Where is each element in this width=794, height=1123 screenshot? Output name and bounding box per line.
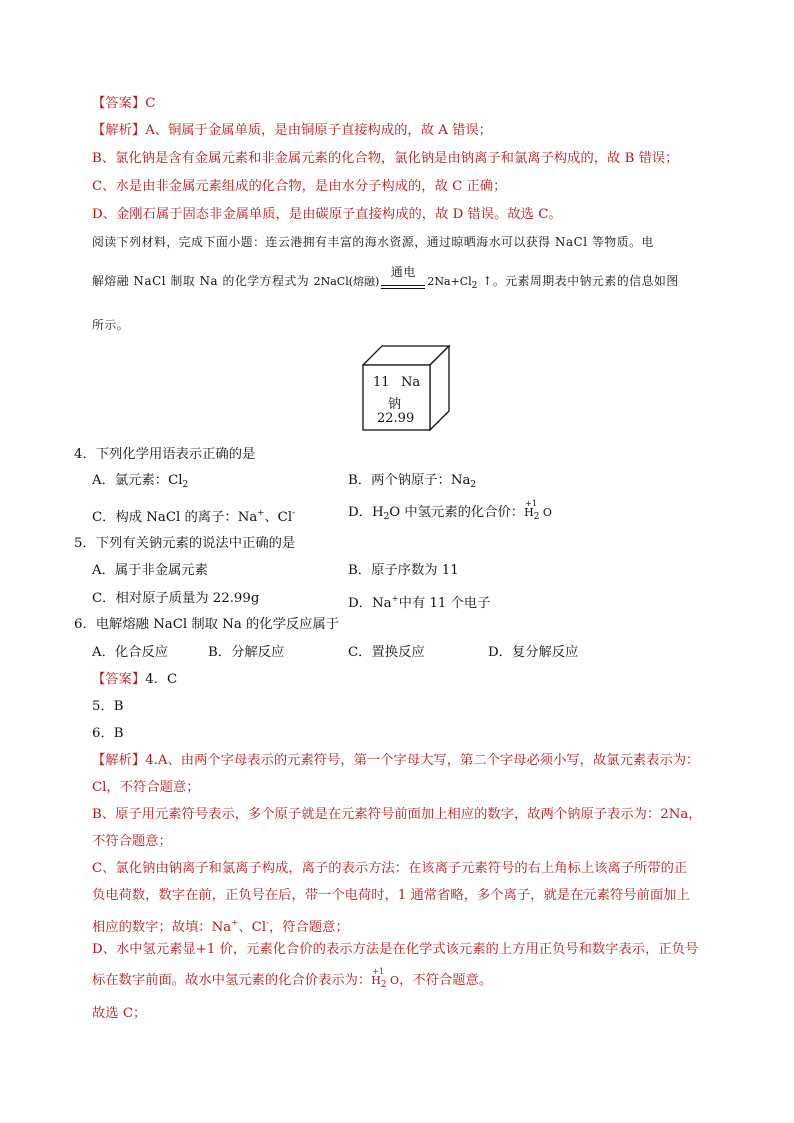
answer2-v4: 4．C <box>145 672 178 687</box>
q5-option-d <box>348 590 491 613</box>
valence-plus: +1 <box>525 499 537 508</box>
analysis2-valence-plus: +1 <box>372 967 385 976</box>
equation-bar-bottom <box>381 288 425 289</box>
gas-arrow: ↑ <box>478 274 493 288</box>
q4-d-mid: O 中氢元素的化合价： <box>389 505 525 520</box>
q6-stem: 6．电解熔融 NaCl 制取 Na 的化学反应属于 <box>74 617 340 632</box>
reading-line-1: 阅读下列材料，完成下面小题：连云港拥有丰富的海水资源，通过晾晒海水可以获得 NaCl 等物质。电 <box>92 235 654 249</box>
q6-option-a: A．化合反应 <box>92 645 169 660</box>
q5-option-c: C．相对原子质量为 22.99g <box>92 591 260 606</box>
q4-c-mid: 、Cl <box>264 510 293 525</box>
analysis2-line-10: 故选 C； <box>92 1006 147 1021</box>
equation-bar-top <box>381 285 425 286</box>
analysis2-line-7 <box>92 914 349 937</box>
analysis2-line-5: C、氯化钠由钠离子和氯离子构成，离子的表示方法：在该离子元素符号的右上角标上该离子所带的正 <box>92 861 688 876</box>
q4-b-text: B．两个钠原子：Na <box>348 473 471 488</box>
q4-stem: 4．下列化学用语表示正确的是 <box>74 447 256 462</box>
q4-a-sub: 2 <box>182 480 189 490</box>
analysis2-line-9 <box>92 967 493 994</box>
analysis-text-a: A、铜属于金属单质，是由铜原子直接构成的，故 A 错误； <box>145 123 492 138</box>
analysis2-line-8: D、水中氢元素显+1 价，元素化合价的表示方法是在化学式该元素的上方用正负号和数字表示，正负号 <box>92 942 699 957</box>
reading-line-3: 所示。 <box>92 318 130 332</box>
q4-option-c <box>92 504 295 527</box>
analysis2-line-6: 负电荷数，数字在前，正负号在后，带一个电荷时，1 通常省略，多个离子，就是在元素符号前面加上 <box>92 888 690 903</box>
reading-line-2-pre: 解熔融 NaCl 制取 Na 的化学方程式为 <box>92 274 314 288</box>
answer2-line <box>92 671 177 689</box>
equation-arrow <box>381 265 425 295</box>
reading-line-2 <box>92 265 679 295</box>
q4-d-text: D．H <box>348 505 384 520</box>
analysis2-line-1 <box>92 752 699 770</box>
q6-option-b: B．分解反应 <box>208 645 285 660</box>
q6-option-d: D．复分解反应 <box>488 645 579 660</box>
answer-line <box>92 95 155 113</box>
q4-c-sup2: - <box>292 508 295 518</box>
answer2-tag: 【答案】 <box>92 672 146 687</box>
atomic-number: 11 <box>373 375 390 390</box>
analysis2-l7-pre: 相应的数字；故填：Na <box>92 920 232 935</box>
analysis2-valence-sub: 2 <box>380 980 387 990</box>
q4-c-text: C．构成 NaCl 的离子：Na <box>92 510 258 525</box>
equation-right: 2Na+Cl <box>427 275 472 288</box>
q4-option-a <box>92 472 188 494</box>
analysis2-l7-post: ，符合题意； <box>268 920 349 935</box>
q5-d-text: D．Na <box>348 596 392 611</box>
answer2-v5: 5．B <box>92 699 124 714</box>
element-symbol: Na <box>401 375 421 390</box>
q4-d-sub: 2 <box>383 512 390 522</box>
analysis2-valence-o: O <box>386 974 400 987</box>
analysis2-line-2: Cl，不符合题意； <box>92 780 200 795</box>
valence-notation <box>524 499 552 526</box>
analysis-line-c: C、水是由非金属元素组成的化合物，是由水分子构成的，故 C 正确； <box>92 179 507 194</box>
analysis-line-a <box>92 122 492 140</box>
valence-h: H <box>524 506 534 519</box>
q4-a-text: A．氯元素：Cl <box>92 473 183 488</box>
analysis2-tag: 【解析】 <box>92 753 146 768</box>
q5-option-a: A．属于非金属元素 <box>92 563 208 578</box>
analysis2-valence <box>371 967 400 994</box>
atomic-mass: 22.99 <box>377 411 415 426</box>
answer-value: C <box>145 96 156 111</box>
element-name: 钠 <box>388 397 402 412</box>
analysis2-line-4: 不符合题意； <box>92 834 172 849</box>
analysis-line-b: B、氯化钠是含有金属元素和非金属元素的化合物，氯化钠是由钠离子和氯离子构成的，故 B 错误； <box>92 151 679 166</box>
reading-line-2-post: 。元素周期表中钠元素的信息如图 <box>492 274 679 288</box>
analysis2-l7-sup2: - <box>266 918 269 928</box>
q6-option-c: C．置换反应 <box>348 645 425 660</box>
analysis2-l9-pre: 标在数字前面。故水中氢元素的化合价表示为： <box>92 973 372 988</box>
analysis-tag: 【解析】 <box>92 123 146 138</box>
analysis2-l9-post: ，不符合题意。 <box>399 973 493 988</box>
analysis2-line-3: B、原子用元素符号表示，多个原子就是在元素符号前面加上相应的数字，故两个钠原子表示为：2Na， <box>92 807 702 822</box>
analysis2-valence-h: H <box>371 974 381 987</box>
answer2-v6: 6．B <box>92 726 124 741</box>
q5-stem: 5．下列有关钠元素的说法中正确的是 <box>74 536 296 551</box>
analysis2-l7-mid: 、Cl <box>238 920 267 935</box>
q4-option-d <box>348 499 552 526</box>
equation-condition: 通电 <box>390 265 416 279</box>
q4-b-sub: 2 <box>470 480 477 490</box>
answer-tag: 【答案】 <box>92 96 146 111</box>
q4-option-b <box>348 472 476 494</box>
analysis2-text-1: 4.A、由两个字母表示的元素符号，第一个字母大写，第二个字母必须小写，故氯元素表示为： <box>145 753 700 768</box>
q5-d-post: 中有 11 个电子 <box>398 596 491 611</box>
equation-left: 2NaCl(熔融) <box>313 275 380 288</box>
equation-subscript: 2 <box>471 281 478 291</box>
q4-c-sup1: + <box>257 508 265 518</box>
valence-h-sub: 2 <box>533 512 540 522</box>
q5-option-b: B．原子序数为 11 <box>348 563 459 578</box>
sodium-element-card <box>362 345 450 431</box>
analysis-line-d: D、金刚石属于固态非金属单质，是由碳原子直接构成的，故 D 错误。故选 C。 <box>92 207 562 222</box>
analysis2-l7-sup1: + <box>231 918 239 928</box>
valence-o: O <box>539 506 552 519</box>
q5-d-sup: + <box>391 594 399 604</box>
